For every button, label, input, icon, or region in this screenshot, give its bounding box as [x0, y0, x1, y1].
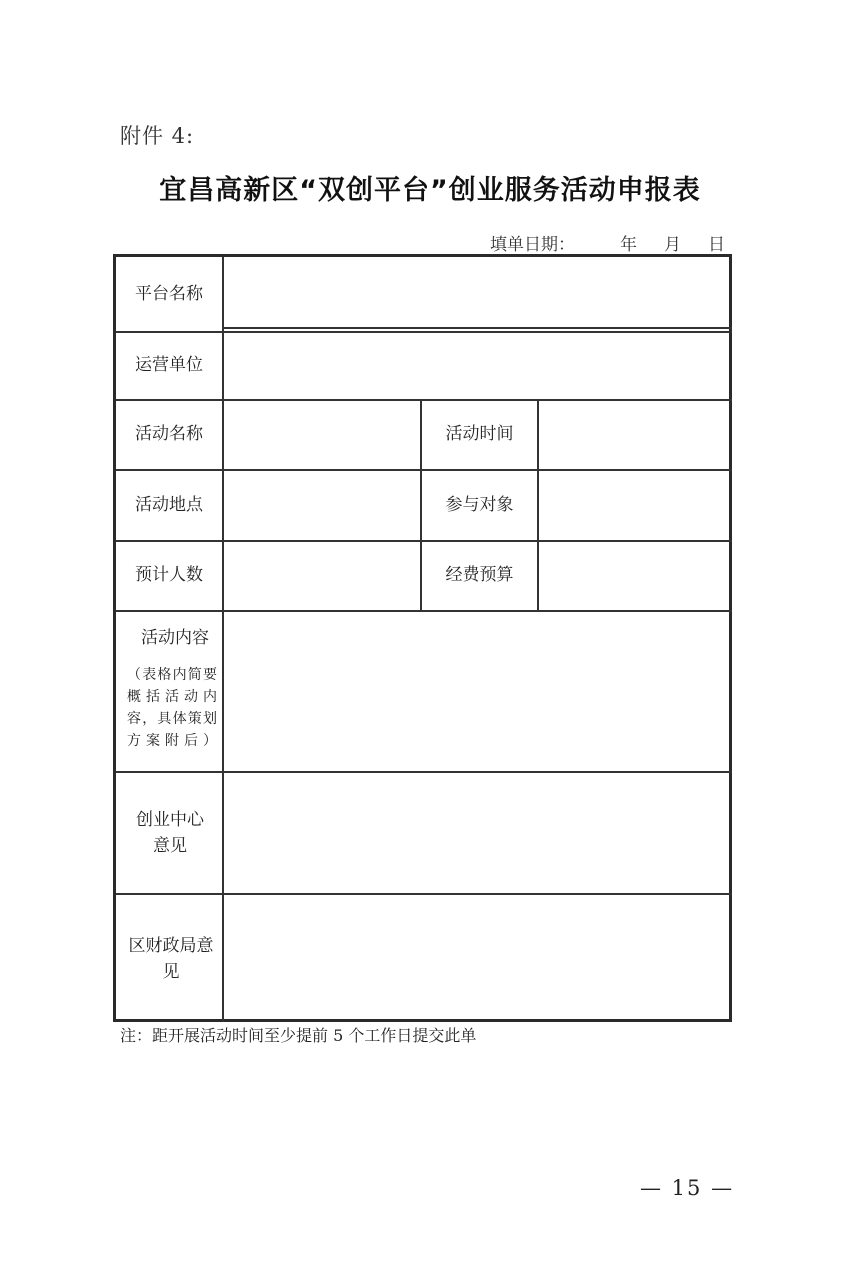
activity-location-field[interactable] [224, 471, 420, 540]
fill-date-month: 月 [664, 235, 681, 255]
activity-content-label-block [119, 617, 223, 775]
fill-date [490, 230, 725, 255]
fill-date-day: 日 [708, 235, 725, 255]
page-number: — 15 — [640, 1176, 735, 1200]
activity-content-label: 活动内容 [141, 628, 209, 648]
fill-date-year: 年 [620, 235, 637, 255]
platform-name-field[interactable] [224, 257, 732, 327]
finance-opinion-field[interactable] [224, 895, 732, 1022]
attachment-label: 附件 4: [120, 124, 195, 148]
operator-field[interactable] [224, 333, 732, 399]
finance-opinion-label: 区财政局意见 [128, 935, 214, 982]
center-opinion-field[interactable] [224, 773, 732, 893]
activity-time-label: 活动时间 [445, 424, 514, 444]
expected-count-field[interactable] [224, 542, 420, 610]
operator-label: 运营单位 [135, 355, 203, 375]
budget-label: 经费预算 [445, 565, 514, 585]
activity-name-field[interactable] [224, 401, 420, 469]
expected-count-label: 预计人数 [135, 565, 203, 585]
activity-content-field[interactable] [224, 612, 732, 771]
participants-label: 参与对象 [445, 494, 514, 515]
activity-location-label: 活动地点 [135, 494, 203, 515]
form-title: 宜昌高新区“双创平台”创业服务活动申报表 [159, 175, 701, 206]
participants-field[interactable] [539, 471, 732, 540]
footnote: 注：距开展活动时间至少提前 5 个工作日提交此单 [120, 1026, 477, 1045]
row-divider [222, 327, 732, 329]
center-opinion-label: 创业中心意见 [136, 810, 204, 856]
application-form [113, 254, 732, 1022]
budget-field[interactable] [539, 542, 732, 610]
activity-time-field[interactable] [539, 401, 732, 469]
fill-date-label: 填单日期： [490, 235, 575, 255]
activity-name-label: 活动名称 [135, 424, 203, 444]
activity-content-note: （表格内简要概括活动内容，具体策划方案附后） [127, 667, 217, 749]
platform-name-label: 平台名称 [135, 284, 203, 304]
